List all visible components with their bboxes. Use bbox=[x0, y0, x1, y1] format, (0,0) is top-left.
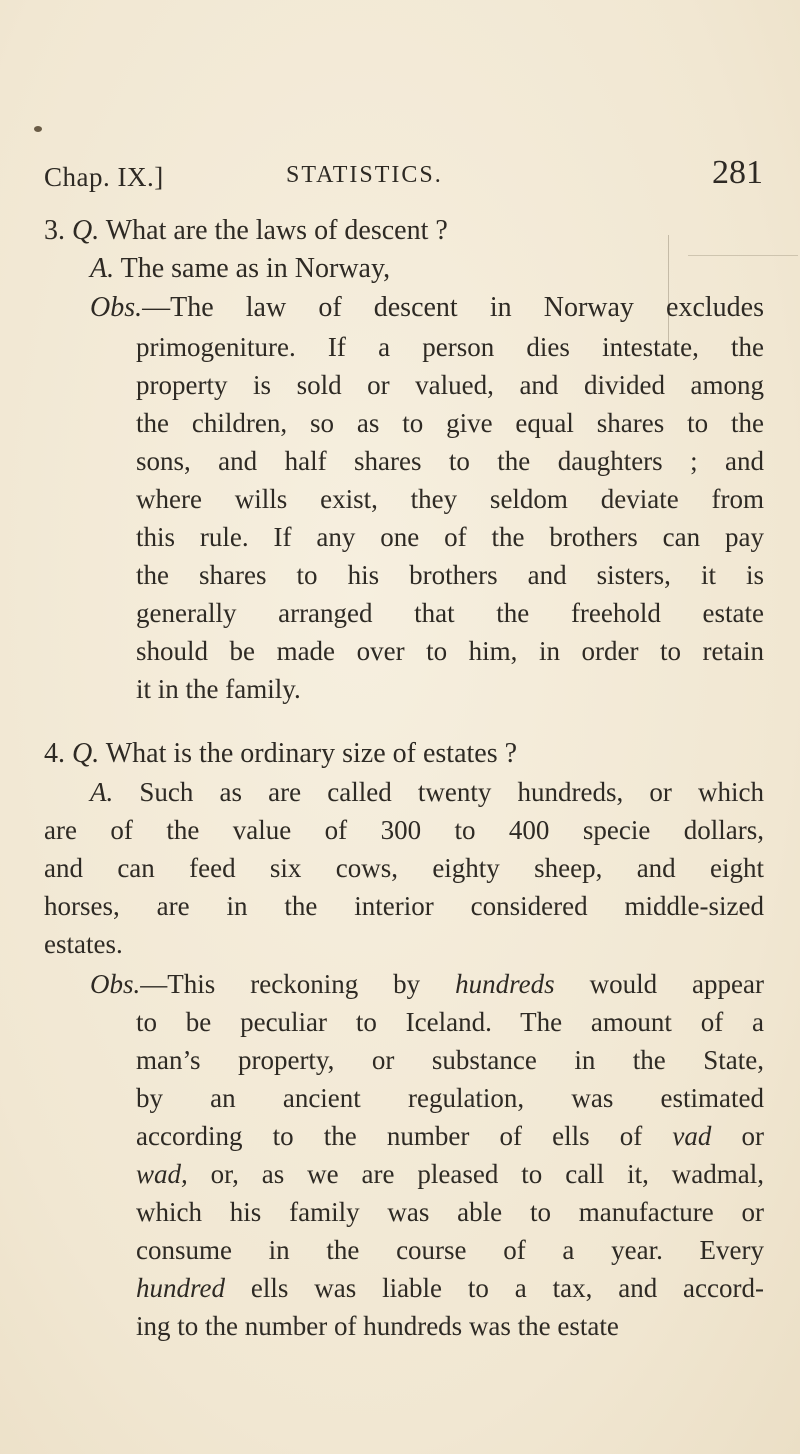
entry3-number: 3. bbox=[44, 215, 65, 246]
chapter-label: Chap. IX.] bbox=[44, 162, 164, 192]
entry4-obs-italic-wad: wad, bbox=[136, 1159, 188, 1189]
entry3-q-label: Q. bbox=[72, 215, 100, 246]
entry3-obs-line: should be made over to him, in order to retain bbox=[136, 636, 764, 666]
running-head bbox=[44, 152, 763, 200]
entry4-obs-line-9 bbox=[136, 1270, 764, 1306]
entry4-obs-line: to be peculiar to Iceland. The amount of a bbox=[136, 1007, 764, 1037]
entry3-obs-line: generally arranged that the freehold estate bbox=[136, 598, 764, 628]
entry3-obs-line: the shares to his brothers and sisters, it is bbox=[136, 560, 764, 590]
entry3-obs-line: where wills exist, they seldom deviate from bbox=[136, 484, 764, 514]
entry3-obs-line: the children, so as to give equal shares to the bbox=[136, 408, 764, 438]
entry4-answer-text: Such as are called twenty hundreds, or which bbox=[139, 777, 765, 807]
entry4-obs-italic-vad: vad bbox=[672, 1121, 712, 1151]
entry3-obs-line: sons, and half shares to the daughters ; and bbox=[136, 446, 764, 476]
entry3-obs-line: it in the family. bbox=[136, 674, 301, 704]
entry4-obs-text: ells was liable to a tax, and accord- bbox=[225, 1273, 764, 1303]
entry4-obs-text-b: would appear bbox=[554, 969, 764, 999]
page-edge-streak bbox=[688, 255, 798, 256]
entry4-obs-text-a: —This reckoning by bbox=[140, 969, 456, 999]
entry4-question-line bbox=[44, 736, 517, 772]
entry3-a-label: A. bbox=[90, 253, 115, 284]
entry3-question-line bbox=[44, 213, 448, 249]
entry4-obs-line: man’s property, or substance in the State, bbox=[136, 1045, 764, 1075]
section-title: STATISTICS. bbox=[286, 162, 443, 188]
entry4-q-label: Q. bbox=[72, 738, 100, 769]
entry3-answer: The same as in Norway, bbox=[120, 253, 391, 284]
entry4-obs-text: or bbox=[711, 1121, 764, 1151]
entry4-answer-line: are of the value of 300 to 400 specie dollars, bbox=[44, 815, 764, 845]
entry3-obs-line: this rule. If any one of the brothers can pay bbox=[136, 522, 764, 552]
entry4-obs-italic-hundreds: hundreds bbox=[455, 969, 555, 999]
entry4-answer-line-1 bbox=[90, 774, 764, 810]
entry4-a-label: A. bbox=[90, 777, 114, 807]
entry4-answer-line: horses, are in the interior considered middle-sized bbox=[44, 891, 764, 921]
entry3-obs-label: Obs. bbox=[90, 292, 143, 323]
entry3-answer-line bbox=[90, 251, 390, 287]
entry3-obs-line-1 bbox=[90, 290, 764, 326]
entry4-obs-text: or, as we are pleased to call it, wadmal, bbox=[187, 1159, 764, 1189]
entry3-obs-line: property is sold or valued, and divided among bbox=[136, 370, 764, 400]
ink-speck bbox=[34, 126, 42, 132]
entry4-obs-line: consume in the course of a year. Every bbox=[136, 1235, 764, 1265]
entry3-obs-line: primogeniture. If a person dies intestate, the bbox=[136, 332, 764, 362]
entry4-obs-line: which his family was able to manufacture or bbox=[136, 1197, 764, 1227]
entry4-obs-line: by an ancient regulation, was estimated bbox=[136, 1083, 764, 1113]
entry4-obs-line-5 bbox=[136, 1118, 764, 1154]
entry4-question: What is the ordinary size of estates ? bbox=[105, 738, 518, 769]
entry4-obs-label: Obs. bbox=[90, 969, 141, 999]
page-number: 281 bbox=[712, 154, 763, 191]
entry4-answer-line: and can feed six cows, eighty sheep, and eight bbox=[44, 853, 764, 883]
entry3-obs-text: —The law of descent in Norway excludes bbox=[142, 292, 764, 323]
entry4-obs-line-6 bbox=[136, 1156, 764, 1192]
entry4-obs-line-1 bbox=[90, 966, 764, 1002]
entry4-answer-line: estates. bbox=[44, 929, 123, 959]
entry4-obs-italic-hundred: hundred bbox=[136, 1273, 225, 1303]
entry3-question: What are the laws of descent ? bbox=[105, 215, 448, 246]
entry4-obs-text: according to the number of ells of bbox=[136, 1121, 673, 1151]
entry4-number: 4. bbox=[44, 738, 65, 769]
entry4-obs-line: ing to the number of hundreds was the estate bbox=[136, 1311, 619, 1341]
